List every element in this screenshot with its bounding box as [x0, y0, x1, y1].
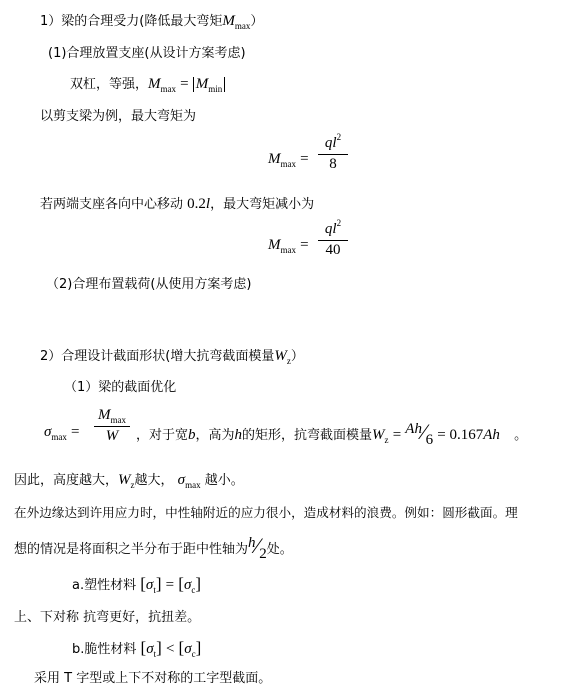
paragraph-line1: 在外边缘达到许用应力时，中性轴附近的应力很小，造成材料的浪费。例如：圆形截面。理 [14, 505, 518, 520]
stress-fraction: $M_{max}$ W [94, 407, 130, 445]
formula1-lhs: $M_{max}$ = [268, 151, 309, 169]
subsection1-1-heading: (1)合理放置支座(从设计方案考虑) [48, 46, 246, 61]
abs-value: $M_{min}$ [193, 77, 226, 92]
stress-formula-lhs: $\sigma_{max}$ = [44, 424, 80, 442]
symmetry-line: 上、下对称 抗弯更好，抗扭差。 [14, 610, 201, 625]
section1-title: 1）梁的合理受力(降低最大弯矩$M_{max}$） [40, 13, 264, 31]
support-move-text: 若两端支座各向中心移动 0.2l，最大弯矩减小为 [40, 196, 315, 212]
section-modulus-text: ，对于宽b，高为h的矩形，抗弯截面模量$W_z$ = Ah⁄6 = 0.167Ah 。 [136, 419, 528, 448]
subsection1-2-heading: （2)合理布置载荷(从使用方案考虑) [46, 277, 252, 292]
plastic-material-line: a.塑性材料 $[\sigma_t] = [\sigma_c]$ [72, 574, 202, 595]
formula1-fraction: $ql^2$ 8 [318, 135, 348, 173]
subsection2-1-heading: （1）梁的截面优化 [64, 380, 177, 395]
formula2-lhs: $M_{max}$ = [268, 237, 309, 255]
final-line: 采用 T 字型或上下不对称的工字型截面。 [34, 671, 272, 686]
example-text: 以剪支梁为例，最大弯矩为 [40, 109, 197, 124]
section2-title: 2）合理设计截面形状(增大抗弯截面模量$W_z$） [40, 348, 304, 366]
formula2-fraction: $ql^2$ 40 [318, 221, 348, 259]
paragraph-line2: 想的情况是将面积之半分布于距中性轴为h⁄2处。 [14, 533, 293, 562]
condition-line: 双杠，等强，$M_{max} = M_{min}$ [70, 76, 225, 93]
brittle-material-line: b.脆性材料 $[\sigma_t] < [\sigma_c]$ [72, 638, 202, 659]
conclusion-line: 因此，高度越大，$W_z$越大， $\sigma_{max}$ 越小。 [14, 472, 244, 490]
